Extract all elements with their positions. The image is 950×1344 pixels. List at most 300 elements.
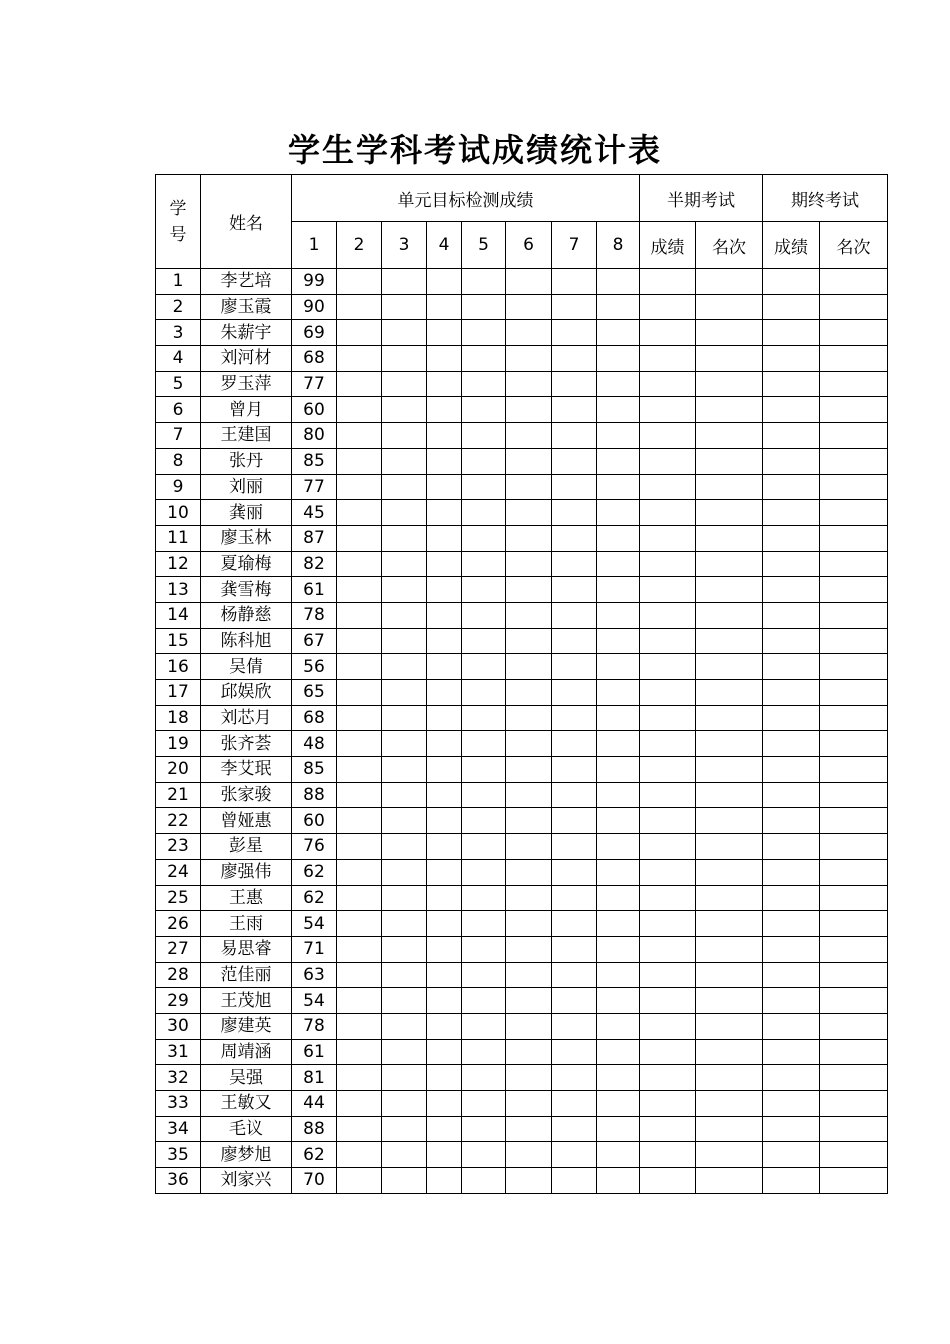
cell-midterm-rank (696, 577, 763, 603)
cell-midterm-score (640, 988, 696, 1014)
cell-id: 26 (156, 911, 201, 937)
cell-midterm-score (640, 1142, 696, 1168)
cell-unit-1: 45 (292, 500, 337, 526)
cell-unit-2 (337, 577, 382, 603)
cell-name: 刘芯月 (201, 705, 292, 731)
cell-midterm-score (640, 885, 696, 911)
cell-final-score (763, 551, 820, 577)
cell-unit-5 (462, 834, 506, 860)
table-row (156, 500, 888, 526)
cell-unit-3 (382, 757, 427, 783)
cell-unit-2 (337, 551, 382, 577)
cell-unit-8 (597, 423, 640, 449)
cell-unit-2 (337, 474, 382, 500)
cell-unit-8 (597, 1065, 640, 1091)
cell-unit-4 (427, 1013, 462, 1039)
cell-unit-5 (462, 782, 506, 808)
cell-unit-6 (506, 628, 552, 654)
cell-midterm-rank (696, 911, 763, 937)
cell-unit-3 (382, 731, 427, 757)
cell-id: 23 (156, 834, 201, 860)
cell-unit-5 (462, 680, 506, 706)
cell-final-rank (820, 371, 888, 397)
cell-id: 7 (156, 423, 201, 449)
cell-midterm-score (640, 654, 696, 680)
cell-final-score (763, 1091, 820, 1117)
cell-midterm-rank (696, 269, 763, 295)
cell-unit-4 (427, 680, 462, 706)
cell-midterm-rank (696, 654, 763, 680)
cell-unit-5 (462, 294, 506, 320)
cell-final-rank (820, 911, 888, 937)
cell-name: 刘丽 (201, 474, 292, 500)
table-row (156, 962, 888, 988)
cell-id: 34 (156, 1116, 201, 1142)
cell-unit-3 (382, 1013, 427, 1039)
cell-unit-1: 87 (292, 525, 337, 551)
cell-unit-5 (462, 1091, 506, 1117)
cell-name: 廖玉霞 (201, 294, 292, 320)
cell-unit-8 (597, 680, 640, 706)
cell-name: 龚丽 (201, 500, 292, 526)
table-row (156, 1013, 888, 1039)
cell-unit-8 (597, 757, 640, 783)
cell-unit-7 (552, 1168, 597, 1194)
cell-unit-5 (462, 269, 506, 295)
cell-unit-1: 62 (292, 885, 337, 911)
cell-id: 33 (156, 1091, 201, 1117)
cell-final-rank (820, 1168, 888, 1194)
cell-unit-1: 69 (292, 320, 337, 346)
cell-midterm-score (640, 500, 696, 526)
cell-unit-2 (337, 269, 382, 295)
cell-midterm-score (640, 551, 696, 577)
cell-id: 13 (156, 577, 201, 603)
cell-unit-3 (382, 1091, 427, 1117)
cell-unit-3 (382, 294, 427, 320)
cell-midterm-score (640, 1168, 696, 1194)
cell-unit-5 (462, 654, 506, 680)
cell-final-score (763, 500, 820, 526)
header-unit-7: 7 (552, 222, 597, 269)
cell-unit-3 (382, 834, 427, 860)
cell-name: 杨静慈 (201, 602, 292, 628)
cell-unit-1: 48 (292, 731, 337, 757)
cell-name: 范佳丽 (201, 962, 292, 988)
cell-name: 陈科旭 (201, 628, 292, 654)
table-row (156, 782, 888, 808)
cell-name: 刘家兴 (201, 1168, 292, 1194)
cell-final-rank (820, 1091, 888, 1117)
cell-unit-7 (552, 474, 597, 500)
cell-final-score (763, 269, 820, 295)
cell-unit-4 (427, 577, 462, 603)
cell-final-score (763, 885, 820, 911)
cell-unit-8 (597, 962, 640, 988)
cell-midterm-rank (696, 1168, 763, 1194)
cell-midterm-rank (696, 680, 763, 706)
cell-final-score (763, 731, 820, 757)
cell-midterm-rank (696, 551, 763, 577)
cell-name: 王雨 (201, 911, 292, 937)
table-row (156, 525, 888, 551)
cell-final-rank (820, 834, 888, 860)
cell-id: 9 (156, 474, 201, 500)
cell-unit-2 (337, 808, 382, 834)
cell-final-score (763, 1039, 820, 1065)
cell-unit-7 (552, 1116, 597, 1142)
cell-id: 8 (156, 448, 201, 474)
cell-unit-6 (506, 808, 552, 834)
cell-midterm-score (640, 294, 696, 320)
cell-unit-4 (427, 269, 462, 295)
cell-unit-2 (337, 448, 382, 474)
cell-midterm-score (640, 757, 696, 783)
cell-final-score (763, 346, 820, 372)
cell-unit-8 (597, 500, 640, 526)
cell-final-score (763, 602, 820, 628)
cell-unit-5 (462, 962, 506, 988)
cell-id: 6 (156, 397, 201, 423)
cell-unit-8 (597, 705, 640, 731)
cell-unit-8 (597, 448, 640, 474)
cell-midterm-rank (696, 1065, 763, 1091)
cell-unit-7 (552, 936, 597, 962)
cell-id: 4 (156, 346, 201, 372)
cell-final-score (763, 1116, 820, 1142)
cell-midterm-score (640, 602, 696, 628)
cell-unit-6 (506, 320, 552, 346)
cell-midterm-score (640, 320, 696, 346)
cell-unit-4 (427, 705, 462, 731)
table-row (156, 654, 888, 680)
cell-unit-5 (462, 885, 506, 911)
cell-unit-4 (427, 1116, 462, 1142)
cell-unit-7 (552, 628, 597, 654)
cell-unit-6 (506, 654, 552, 680)
cell-unit-3 (382, 654, 427, 680)
cell-unit-3 (382, 448, 427, 474)
cell-unit-2 (337, 500, 382, 526)
cell-unit-2 (337, 1065, 382, 1091)
cell-id: 1 (156, 269, 201, 295)
cell-unit-5 (462, 474, 506, 500)
cell-unit-3 (382, 371, 427, 397)
cell-final-rank (820, 474, 888, 500)
header-midterm-rank: 名次 (696, 222, 763, 269)
cell-midterm-score (640, 346, 696, 372)
table-row (156, 885, 888, 911)
cell-id: 30 (156, 1013, 201, 1039)
cell-name: 廖建英 (201, 1013, 292, 1039)
cell-midterm-score (640, 1116, 696, 1142)
cell-unit-2 (337, 757, 382, 783)
cell-unit-5 (462, 371, 506, 397)
cell-unit-4 (427, 757, 462, 783)
cell-unit-1: 70 (292, 1168, 337, 1194)
cell-final-score (763, 525, 820, 551)
cell-name: 张齐荟 (201, 731, 292, 757)
cell-final-rank (820, 628, 888, 654)
header-xuehao (156, 175, 201, 269)
cell-unit-7 (552, 371, 597, 397)
cell-final-score (763, 397, 820, 423)
cell-final-rank (820, 936, 888, 962)
cell-midterm-score (640, 397, 696, 423)
cell-unit-1: 88 (292, 1116, 337, 1142)
cell-final-rank (820, 705, 888, 731)
cell-unit-1: 88 (292, 782, 337, 808)
cell-unit-2 (337, 654, 382, 680)
cell-unit-2 (337, 397, 382, 423)
cell-final-rank (820, 1116, 888, 1142)
cell-final-rank (820, 885, 888, 911)
cell-unit-2 (337, 294, 382, 320)
cell-unit-3 (382, 911, 427, 937)
cell-unit-8 (597, 782, 640, 808)
cell-midterm-rank (696, 705, 763, 731)
header-final-rank: 名次 (820, 222, 888, 269)
cell-unit-4 (427, 346, 462, 372)
cell-midterm-score (640, 1039, 696, 1065)
table-row (156, 448, 888, 474)
table-body (156, 269, 888, 1194)
cell-unit-7 (552, 602, 597, 628)
cell-unit-8 (597, 988, 640, 1014)
cell-unit-6 (506, 448, 552, 474)
cell-midterm-score (640, 731, 696, 757)
cell-midterm-rank (696, 859, 763, 885)
cell-midterm-score (640, 680, 696, 706)
cell-unit-7 (552, 551, 597, 577)
cell-final-rank (820, 320, 888, 346)
cell-name: 毛议 (201, 1116, 292, 1142)
cell-unit-8 (597, 371, 640, 397)
cell-id: 14 (156, 602, 201, 628)
cell-unit-2 (337, 423, 382, 449)
cell-unit-7 (552, 911, 597, 937)
cell-final-rank (820, 1142, 888, 1168)
cell-unit-4 (427, 834, 462, 860)
cell-name: 李艾珉 (201, 757, 292, 783)
cell-name: 吴强 (201, 1065, 292, 1091)
cell-unit-5 (462, 859, 506, 885)
cell-unit-1: 76 (292, 834, 337, 860)
cell-midterm-score (640, 808, 696, 834)
cell-unit-1: 54 (292, 988, 337, 1014)
cell-unit-8 (597, 294, 640, 320)
cell-name: 龚雪梅 (201, 577, 292, 603)
cell-final-rank (820, 962, 888, 988)
cell-unit-3 (382, 577, 427, 603)
cell-unit-6 (506, 1065, 552, 1091)
cell-unit-5 (462, 1168, 506, 1194)
cell-final-score (763, 423, 820, 449)
cell-midterm-rank (696, 936, 763, 962)
cell-unit-8 (597, 808, 640, 834)
cell-midterm-score (640, 628, 696, 654)
cell-unit-2 (337, 371, 382, 397)
cell-unit-2 (337, 782, 382, 808)
page-title: 学生学科考试成绩统计表 (287, 131, 662, 169)
cell-unit-7 (552, 1013, 597, 1039)
cell-unit-8 (597, 474, 640, 500)
cell-unit-4 (427, 1039, 462, 1065)
cell-id: 15 (156, 628, 201, 654)
cell-unit-3 (382, 320, 427, 346)
cell-id: 17 (156, 680, 201, 706)
cell-unit-3 (382, 1142, 427, 1168)
cell-name: 李艺培 (201, 269, 292, 295)
cell-id: 22 (156, 808, 201, 834)
cell-unit-2 (337, 680, 382, 706)
table-row (156, 577, 888, 603)
cell-unit-6 (506, 962, 552, 988)
cell-unit-5 (462, 1116, 506, 1142)
cell-final-rank (820, 525, 888, 551)
cell-final-rank (820, 294, 888, 320)
cell-unit-2 (337, 525, 382, 551)
cell-final-score (763, 988, 820, 1014)
cell-unit-2 (337, 602, 382, 628)
cell-unit-8 (597, 320, 640, 346)
cell-name: 王建国 (201, 423, 292, 449)
cell-final-rank (820, 782, 888, 808)
cell-midterm-score (640, 423, 696, 449)
table-row (156, 1168, 888, 1194)
cell-unit-7 (552, 731, 597, 757)
cell-midterm-rank (696, 1039, 763, 1065)
cell-unit-1: 56 (292, 654, 337, 680)
cell-unit-1: 60 (292, 397, 337, 423)
table-row (156, 988, 888, 1014)
cell-name: 张丹 (201, 448, 292, 474)
header-midterm-group: 半期考试 (640, 175, 763, 222)
cell-unit-5 (462, 525, 506, 551)
cell-unit-7 (552, 1039, 597, 1065)
cell-unit-1: 80 (292, 423, 337, 449)
cell-unit-6 (506, 1142, 552, 1168)
table-row (156, 551, 888, 577)
cell-final-score (763, 1168, 820, 1194)
cell-unit-4 (427, 936, 462, 962)
cell-final-rank (820, 577, 888, 603)
cell-unit-1: 60 (292, 808, 337, 834)
table-row (156, 1065, 888, 1091)
cell-unit-1: 81 (292, 1065, 337, 1091)
cell-unit-3 (382, 269, 427, 295)
cell-unit-4 (427, 602, 462, 628)
cell-unit-5 (462, 808, 506, 834)
cell-final-rank (820, 397, 888, 423)
cell-unit-5 (462, 1039, 506, 1065)
cell-unit-5 (462, 1142, 506, 1168)
cell-unit-3 (382, 1039, 427, 1065)
cell-unit-5 (462, 346, 506, 372)
table-row (156, 397, 888, 423)
cell-unit-7 (552, 1142, 597, 1168)
cell-midterm-rank (696, 320, 763, 346)
cell-unit-6 (506, 988, 552, 1014)
cell-unit-1: 68 (292, 705, 337, 731)
cell-name: 廖梦旭 (201, 1142, 292, 1168)
cell-unit-2 (337, 628, 382, 654)
cell-unit-7 (552, 859, 597, 885)
table-row (156, 834, 888, 860)
cell-midterm-rank (696, 782, 763, 808)
cell-unit-6 (506, 1013, 552, 1039)
cell-unit-1: 78 (292, 1013, 337, 1039)
cell-name: 易思睿 (201, 936, 292, 962)
cell-unit-4 (427, 500, 462, 526)
cell-unit-2 (337, 962, 382, 988)
cell-midterm-score (640, 1065, 696, 1091)
cell-unit-2 (337, 1039, 382, 1065)
cell-unit-1: 78 (292, 602, 337, 628)
cell-unit-3 (382, 474, 427, 500)
cell-final-rank (820, 269, 888, 295)
cell-unit-7 (552, 525, 597, 551)
cell-unit-7 (552, 782, 597, 808)
cell-unit-7 (552, 269, 597, 295)
cell-unit-4 (427, 525, 462, 551)
cell-final-rank (820, 551, 888, 577)
cell-unit-1: 62 (292, 859, 337, 885)
cell-midterm-rank (696, 808, 763, 834)
cell-final-rank (820, 1065, 888, 1091)
cell-unit-7 (552, 397, 597, 423)
table-row (156, 474, 888, 500)
cell-name: 刘河材 (201, 346, 292, 372)
cell-unit-5 (462, 577, 506, 603)
cell-unit-4 (427, 1091, 462, 1117)
cell-unit-3 (382, 705, 427, 731)
cell-final-score (763, 1013, 820, 1039)
table-row (156, 1039, 888, 1065)
cell-unit-6 (506, 525, 552, 551)
cell-unit-4 (427, 988, 462, 1014)
cell-unit-6 (506, 500, 552, 526)
cell-unit-1: 71 (292, 936, 337, 962)
cell-unit-5 (462, 1065, 506, 1091)
cell-final-rank (820, 757, 888, 783)
cell-unit-4 (427, 859, 462, 885)
cell-final-score (763, 962, 820, 988)
cell-unit-6 (506, 731, 552, 757)
cell-name: 罗玉萍 (201, 371, 292, 397)
cell-final-rank (820, 423, 888, 449)
header-xuehao-label: 学 号 (169, 198, 187, 245)
cell-unit-6 (506, 551, 552, 577)
cell-unit-8 (597, 1142, 640, 1168)
cell-unit-2 (337, 936, 382, 962)
cell-id: 36 (156, 1168, 201, 1194)
cell-final-rank (820, 731, 888, 757)
cell-unit-6 (506, 859, 552, 885)
cell-unit-4 (427, 962, 462, 988)
header-final-group: 期终考试 (763, 175, 888, 222)
cell-unit-2 (337, 859, 382, 885)
cell-unit-1: 54 (292, 911, 337, 937)
cell-unit-8 (597, 654, 640, 680)
cell-unit-3 (382, 808, 427, 834)
cell-final-rank (820, 1039, 888, 1065)
cell-id: 10 (156, 500, 201, 526)
cell-unit-7 (552, 294, 597, 320)
cell-unit-6 (506, 397, 552, 423)
cell-unit-2 (337, 1013, 382, 1039)
cell-unit-5 (462, 423, 506, 449)
